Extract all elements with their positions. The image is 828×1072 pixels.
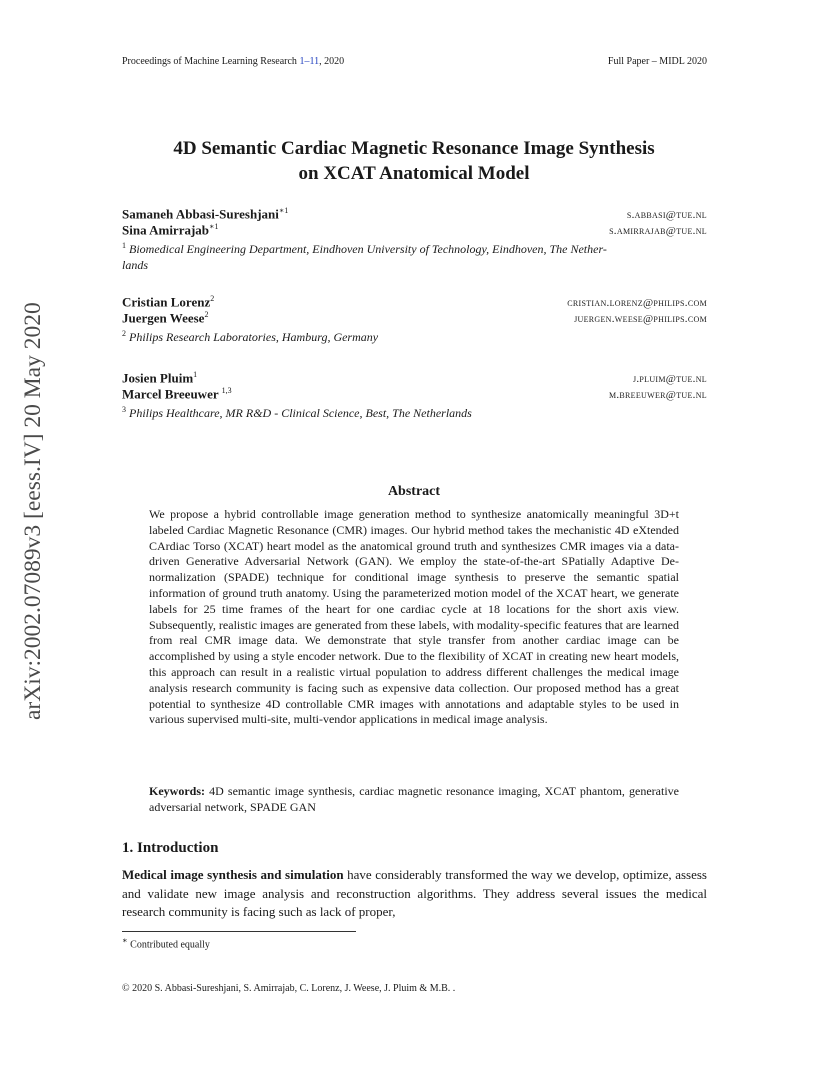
author-name: Marcel Breeuwer	[122, 386, 222, 402]
running-header	[122, 56, 707, 67]
footnote-text: Contributed equally	[127, 939, 210, 951]
author-name: Josien Pluim	[122, 370, 194, 386]
section-heading: 1. Introduction	[122, 840, 219, 856]
keywords	[149, 784, 679, 816]
author-row	[122, 294, 707, 310]
author-row	[122, 386, 707, 402]
page-range-link[interactable]: 1–11	[299, 56, 320, 67]
author-row	[122, 222, 707, 238]
author-group-1	[122, 206, 707, 273]
author-sup: ∗1	[209, 222, 219, 231]
author-sup: 2	[210, 294, 215, 303]
paper-title	[100, 136, 728, 186]
author-name: Cristian Lorenz	[122, 294, 211, 310]
footnote-mark: ∗	[122, 936, 128, 945]
author-sup: 1	[193, 370, 198, 379]
author-row	[122, 310, 707, 326]
author-email[interactable]: m.breeuwer@tue.nl	[608, 389, 707, 402]
abstract-body: We propose a hybrid controllable image generation method to synthesize anatomically meaningful 3D+t labeled Cardiac Magnetic Resonance (CMR) images. Our hybrid method takes the mechanistic 4D eXtended CArdiac Torso (XCAT) heart model as the anatomical ground truth and synthesizes CMR images via a data-driven Generative Adversarial Network (GAN). We employ the state-of-the-art SPatially Adaptive De-normalization (SPADE) technique for conditional image synthesis to preserve the semantic spatial information of ground truth anatomy. Using the parameterized motion model of the XCAT heart, we generate labels for 25 time frames of the heart for one cardiac cycle at 18 locations for the short axis view. Subsequently, realistic images are generated from these labels, with modality-specific features that are learned from real CMR image data. We demonstrate that style transfer from another cardiac image can be accomplished by using a style encoder network. Due to the flexibility of XCAT in creating new heart models, this approach can result in a realistic virtual population to address different challenges the medical image analysis research community is facing such as expensive data collection. Our proposed method has a great potential to synthesize 4D controllable CMR images with annotations and adaptable styles to be used in various supervised multi-site, multi-vendor applications in medical image analysis.	[149, 507, 679, 727]
author-group-3	[122, 370, 707, 421]
author-row	[122, 370, 707, 386]
keywords-text: 4D semantic image synthesis, cardiac magnetic resonance imaging, XCAT phantom, generative adversarial network, SPADE GAN	[149, 784, 679, 814]
title-line-2: on XCAT Anatomical Model	[298, 163, 530, 184]
affiliation-1: $^1$ Biomedical Engineering Department, Eindhoven University of Technology, Eindhoven, The Nether- lands	[122, 241, 607, 272]
copyright-line: © 2020 S. Abbasi-Sureshjani, S. Amirrajab, C. Lorenz, J. Weese, J. Pluim & M.B. .	[122, 983, 456, 994]
header-right: Full Paper – MIDL 2020	[607, 56, 707, 67]
keywords-label: Keywords:	[149, 784, 205, 798]
title-line-1: 4D Semantic Cardiac Magnetic Resonance Image Synthesis	[173, 138, 655, 159]
intro-text: have considerably transformed the way we develop, optimize, assess and validate new image analysis and reconstruction algorithms. They address several issues the medical research community is facing such as lack of proper,	[122, 867, 707, 919]
arxiv-stamp	[18, 280, 58, 720]
author-name: Juergen Weese	[122, 310, 205, 326]
author-email[interactable]: s.abbasi@tue.nl	[626, 209, 707, 222]
author-sup: ∗1	[278, 206, 289, 215]
author-name: Samaneh Abbasi-Sureshjani	[122, 206, 279, 222]
footnote	[122, 935, 210, 950]
author-email[interactable]: j.pluim@tue.nl	[632, 373, 707, 386]
intro-paragraph	[122, 866, 707, 922]
author-name: Sina Amirrajab	[122, 222, 210, 238]
abstract-heading: Abstract	[387, 484, 441, 499]
author-group-2	[122, 294, 707, 345]
author-sup: 2	[204, 310, 209, 319]
intro-lead-bold: Medical image synthesis and simulation	[122, 867, 344, 882]
affiliation-2: $^2$ Philips Research Laboratories, Hamburg, Germany	[122, 329, 379, 344]
arxiv-stamp-text: arXiv:2002.07089v3 [eess.IV] 20 May 2020	[20, 302, 46, 720]
author-email[interactable]: juergen.weese@philips.com	[574, 313, 707, 326]
author-sup: 1,3	[221, 386, 232, 395]
author-row	[122, 206, 707, 222]
footnote-rule	[122, 931, 356, 932]
author-email[interactable]: s.amirrajab@tue.nl	[609, 225, 707, 238]
affiliation-3: $^3$ Philips Healthcare, MR R&D - Clinical Science, Best, The Netherlands	[122, 405, 472, 420]
author-email[interactable]: cristian.lorenz@philips.com	[567, 297, 707, 310]
header-left: Proceedings of Machine Learning Research 1–11, 2020	[122, 56, 345, 67]
